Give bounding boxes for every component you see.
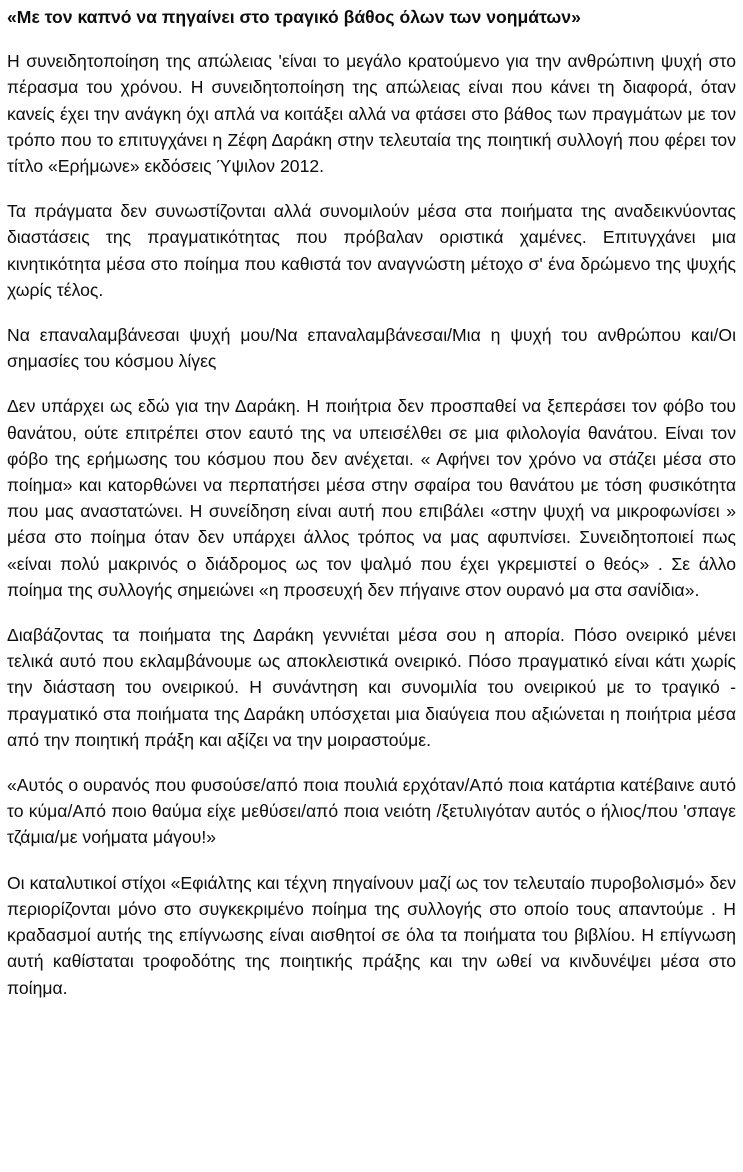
article-title: «Με τον καπνό να πηγαίνει στο τραγικό βάθος όλων των νοημάτων» [7,7,581,27]
paragraph-2: Τα πράγματα δεν συνωστίζονται αλλά συνομιλούν μέσα στα ποιήματα της αναδεικνύοντας διαστάσεις της πραγματικότητας που πρόβαλαν οριστικά χαμένες. Επιτυγχάνει μια κινητικότητα μέσα στο ποίημα που καθιστά τον αναγνώστη μέτοχο σ' ένα δρώμενο της ψυχής χωρίς τέλος. [7,201,736,300]
paragraph-4: Δεν υπάρχει ως εδώ για την Δαράκη. Η ποιήτρια δεν προσπαθεί να ξεπεράσει τον φόβο του θανάτου, ούτε επιτρέπει στον εαυτό της να υπεισέλθει σε μια φιλολογία θανάτου. Είναι τον φόβο της ερήμωσης του κόσμου που δεν ανέχεται. « Αφήνει τον χρόνο να στάζει μέσα στο ποίημα» και κατορθώνει να περπατήσει μέσα στην σφαίρα του θανάτου με τόση φυσικότητα που μας αναστατώνει. Η συνείδηση είναι αυτή που επιβάλει «στην ψυχή να μικροφωνίσει » μέσα στο ποίημα όταν δεν υπάρχει άλλος τρόπος να μας αφυπνίσει. Συνειδητοποιεί πως «είναι πολύ μακρινός ο διάδρομος ως τον ψαλμό που έχει γκρεμιστεί ο θεός» . Σε άλλο ποίημα της συλλογής σημειώνει «η προσευχή δεν πήγαινε στον ουρανό μα στα σανίδια». [7,396,736,600]
document-page [7,4,736,1164]
paragraph-5: Διαβάζοντας τα ποιήματα της Δαράκη γεννιέται μέσα σου η απορία. Πόσο ονειρικό μένει τελικά αυτό που εκλαμβάνουμε ως αποκλειστικά ονειρικό. Πόσο πραγματικό είναι κάτι χωρίς την διάσταση του ονειρικού. Η συνάντηση και συνομιλία του ονειρικού με το τραγικό - πραγματικό στα ποιήματα της Δαράκη υπόσχεται μια διαύγεια που αξιώνεται η ποιήτρια μέσα από την ποιητική πράξη και αξίζει να την μοιραστούμε. [7,625,736,750]
paragraph-3: Να επαναλαμβάνεσαι ψυχή μου/Να επαναλαμβάνεσαι/Μια η ψυχή του ανθρώπου και/Οι σημασίες του κόσμου λίγες [7,325,736,372]
paragraph-6: «Αυτός ο ουρανός που φυσούσε/από ποια πουλιά ερχόταν/Από ποια κατάρτια κατέβαινε αυτό το κύμα/Από ποιο θαύμα είχε μεθύσει/από ποια νειότη /ξετυλιγόταν αυτός ο ήλιος/που 'σπαγε τζάμια/με νοήματα μάγου!» [7,775,736,848]
paragraph-7: Οι καταλυτικοί στίχοι «Εφιάλτης και τέχνη πηγαίνουν μαζί ως τον τελευταίο πυροβολισμό» δεν περιορίζονται μόνο στο συγκεκριμένο ποίημα της συλλογής στο οποίο τους απαντούμε . Η κραδασμοί αυτής της επίγνωσης είναι αισθητοί σε όλα τα ποιήματα του βιβλίου. Η επίγνωση αυτή καθίσταται τροφοδότης της ποιητικής πράξης και την ωθεί να κινδυνέψει μέσα στο ποίημα. [7,872,736,998]
paragraph-1: Η συνειδητοποίηση της απώλειας 'είναι το μεγάλο κρατούμενο για την ανθρώπινη ψυχή στο πέρασμα του χρόνου. Η συνειδητοποίηση της απώλειας είναι που κάνει τη διαφορά, όταν κανείς έχει την ανάγκη όχι απλά να κοιτάξει αλλά να φτάσει στο βάθος των πραγμάτων με τον τρόπο που το επιτυγχάνει η Ζέφη Δαράκη στην τελευταία της ποιητική συλλογή που φέρει τον τίτλο «Ερήμωνε» εκδόσεις Ύψιλον 2012. [7,51,736,177]
